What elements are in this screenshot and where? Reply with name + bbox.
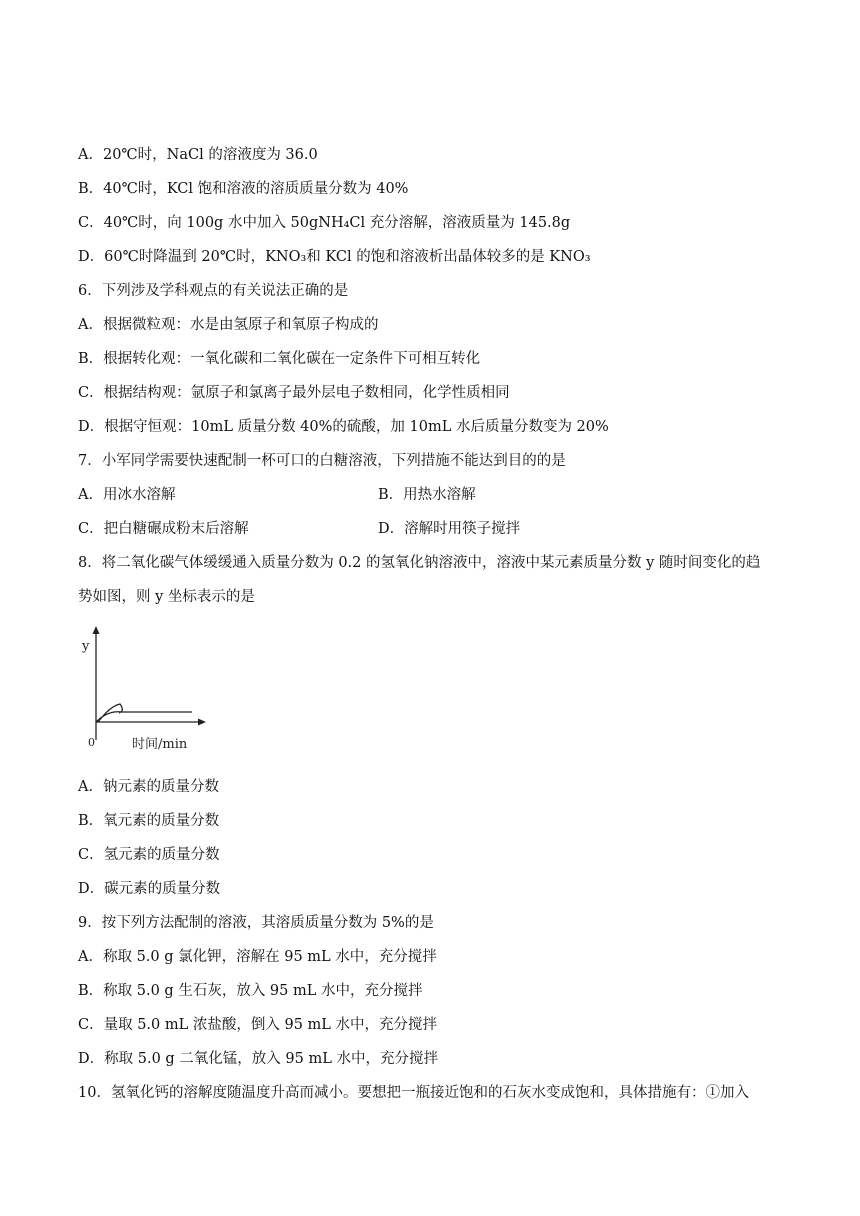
q6-option-d: D．根据守恒观：10mL 质量分数 40%的硫酸，加 10mL 水后质量分数变为 20% [78,419,609,435]
trend-curve [96,704,192,722]
q8-stem-line1: 8．将二氧化碳气体缓缓通入质量分数为 0.2 的氢氧化钠溶液中，溶液中某元素质量分数 y 随时间变化的趋 [78,555,761,571]
q5-option-b: B．40℃时，KCl 饱和溶液的溶质质量分数为 40% [78,181,409,197]
q8-stem-line2: 势如图，则 y 坐标表示的是 [78,589,255,605]
q10-stem: 10．氢氧化钙的溶解度随温度升高而减小。要想把一瓶接近饱和的石灰水变成饱和，具体措施有：①加入 [78,1085,749,1101]
q9-option-b: B．称取 5.0 g 生石灰，放入 95 mL 水中，充分搅拌 [78,983,423,999]
x-axis-label: 时间/min [132,737,188,752]
q6-option-b: B．根据转化观：一氧化碳和二氧化碳在一定条件下可相互转化 [78,351,481,367]
q9-option-d: D．称取 5.0 g 二氧化锰，放入 95 mL 水中，充分搅拌 [78,1051,438,1067]
q5-option-d: D．60℃时降温到 20℃时，KNO₃和 KCl 的饱和溶液析出晶体较多的是 KNO₃ [78,249,591,265]
q7-option-c: C．把白糖碾成粉末后溶解 [78,521,249,537]
q5-option-c: C．40℃时，向 100g 水中加入 50gNH₄Cl 充分溶解，溶液质量为 145.8g [78,215,571,231]
q9-option-a: A．称取 5.0 g 氯化钾，溶解在 95 mL 水中，充分搅拌 [78,949,437,965]
q6-option-c: C．根据结构观：氩原子和氯离子最外层电子数相同，化学性质相同 [78,385,510,401]
q8-option-a: A．钠元素的质量分数 [78,779,219,795]
q7-stem: 7．小军同学需要快速配制一杯可口的白糖溶液，下列措施不能达到目的的是 [78,453,566,469]
q6-stem: 6．下列涉及学科观点的有关说法正确的是 [78,283,349,299]
q8-option-d: D．碳元素的质量分数 [78,881,221,897]
q7-option-a: A．用冰水溶解 [78,487,176,503]
q9-stem: 9．按下列方法配制的溶液，其溶质质量分数为 5%的是 [78,915,434,931]
q7-option-b: B．用热水溶解 [378,487,476,503]
q8-option-c: C．氢元素的质量分数 [78,847,220,863]
y-axis-arrow [93,626,100,634]
q9-option-c: C．量取 5.0 mL 浓盐酸，倒入 95 mL 水中，充分搅拌 [78,1017,438,1033]
q7-option-d: D．溶解时用筷子搅拌 [378,521,521,537]
x-axis-arrow [198,719,206,726]
q8-option-b: B．氧元素的质量分数 [78,813,220,829]
q6-option-a: A．根据微粒观：水是由氢原子和氧原子构成的 [78,317,379,333]
origin-label: 0 [88,736,95,749]
q5-option-a: A．20℃时，NaCl 的溶液度为 36.0 [78,147,318,163]
y-axis-label: y [82,639,90,654]
q8-trend-chart [78,622,218,752]
